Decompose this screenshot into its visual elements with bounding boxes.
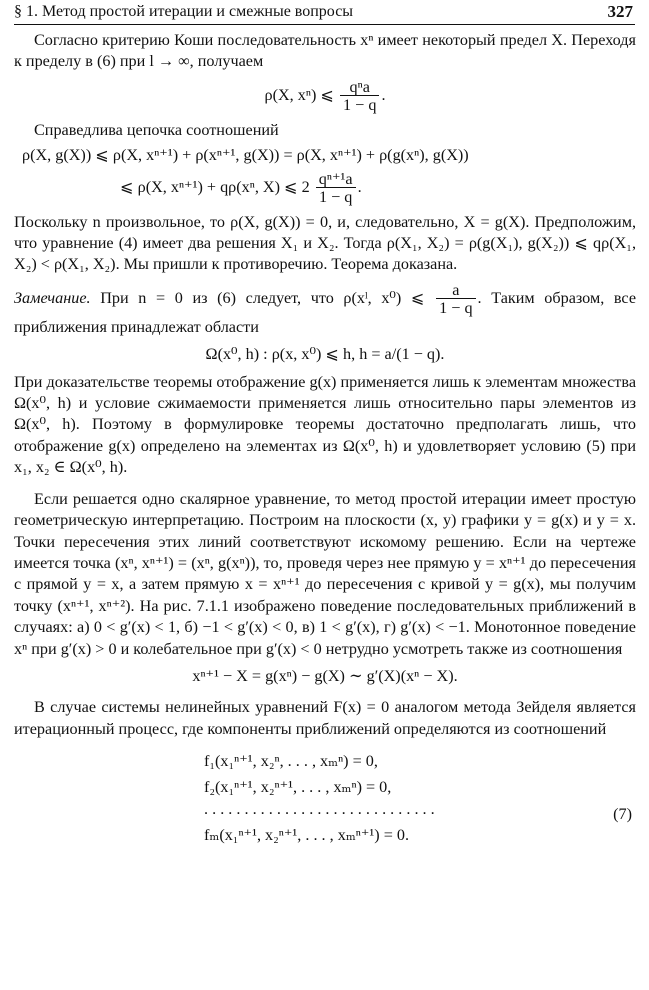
remark-denominator: 1 − q: [436, 298, 475, 317]
paragraph-mapping: При доказательстве теоремы отображение g(x) применяется лишь к элементам множества Ω(x⁰, h) и условие сжимаемости применяется лишь относительно пары элементов из Ω(x⁰, h). Поэтому в формулировке теоремы достаточно предполагать лишь, что отображение g(x) определено на элементах из Ω(x⁰, h) и удовлетворяет условию (5) при x₁, x₂ ∈ Ω(x⁰, h).: [14, 372, 636, 477]
page-number: 327: [607, 2, 633, 21]
system-dots: . . . . . . . . . . . . . . . . . . . . . . . . . . . . .: [204, 800, 435, 819]
eq2-fraction: [316, 171, 356, 206]
page-body: [14, 30, 636, 876]
eq1-lhs: ρ(X, xⁿ) ⩽: [264, 86, 334, 105]
paragraph-seidel: В случае системы нелинейных уравнений F(x) = 0 аналогом метода Зейделя является итерационный процесс, где компоненты приближений определяются из соотношений: [14, 698, 636, 738]
eq2-denominator: 1 − q: [316, 187, 356, 206]
section-title: § 1. Метод простой итерации и смежные вопросы: [14, 3, 354, 20]
running-header: [14, 2, 635, 25]
equation-chain-line1: ρ(X, g(X)) ⩽ ρ(X, xⁿ⁺¹) + ρ(xⁿ⁺¹, g(X)) = ρ(X, xⁿ⁺¹) + ρ(g(xⁿ), g(X)): [22, 146, 469, 165]
remark-text-b: . Таким образом, все приближения принадлежат области: [14, 289, 636, 336]
equation-error-relation: xⁿ⁺¹ − X = g(xⁿ) − g(X) ∼ g′(X)(xⁿ − X).: [192, 666, 458, 685]
system-label: (7): [613, 805, 632, 824]
equation-system: [14, 746, 636, 876]
remark-fraction: [436, 282, 475, 317]
eq1-fraction: [340, 79, 379, 114]
eq2-end: .: [357, 177, 362, 196]
system-line-2: f₂(x₁ⁿ⁺¹, x₂ⁿ⁺¹, . . . , xₘⁿ) = 0,: [204, 778, 392, 797]
equation-chain-line2: [120, 171, 636, 206]
system-line-4: fₘ(x₁ⁿ⁺¹, x₂ⁿ⁺¹, . . . , xₘⁿ⁺¹) = 0.: [204, 826, 410, 845]
eq2-numerator: qⁿ⁺¹a: [318, 169, 353, 188]
system-line-1: f₁(x₁ⁿ⁺¹, x₂ⁿ, . . . , xₘⁿ) = 0,: [204, 752, 378, 771]
remark-text-a: При n = 0 из (6) следует, что ρ(xˡ, x⁰) ⩽: [100, 289, 425, 308]
remark-label: Замечание.: [14, 289, 91, 308]
remark-numerator: a: [452, 280, 460, 299]
paragraph-cauchy: Согласно критерию Коши последовательность xⁿ имеет некоторый предел X. Переходя к пределу в (6) при l → ∞, получаем: [14, 31, 636, 71]
paragraph-geometric: Если решается одно скалярное уравнение, то метод простой итерации имеет простую геометрическую интерпретацию. Построим на плоскости (x, y) графики y = g(x) и y = x. Точки пересечения этих линий соответствуют искомому решению. Если на чертеже имеется точка (xⁿ, xⁿ⁺¹) = (xⁿ, g(xⁿ)), то, проведя через нее прямую y = xⁿ⁺¹ до пересечения с прямой y = x, а затем прямую x = xⁿ⁺¹ до пересечения с кривой y = g(x), мы получим точку (xⁿ⁺¹, xⁿ⁺²). На рис. 7.1.1 изображено поведение последовательных приближений в случаях: а) 0 < g′(x) < 1, б) −1 < g′(x) < 0, в) 1 < g′(x), г) g′(x) < −1. Монотонное поведение xⁿ при g′(x) > 0 и колебательное при g′(x) < 0 нетрудно усмотреть также из соотношения: [14, 489, 636, 658]
eq1-numerator: qⁿa: [349, 77, 370, 96]
paragraph-chain: Справедлива цепочка соотношений: [34, 120, 279, 139]
eq1-denominator: 1 − q: [340, 95, 379, 114]
equation-limit-estimate: [14, 79, 636, 114]
paragraph-remark: [14, 282, 636, 338]
eq2-line2-text: ⩽ ρ(X, xⁿ⁺¹) + qρ(xⁿ, X) ⩽ 2: [120, 177, 310, 196]
eq1-end: .: [381, 86, 386, 105]
paragraph-proof-end: Поскольку n произвольное, то ρ(X, g(X)) = 0, и, следовательно, X = g(X). Предположим, что уравнение (4) имеет два решения X₁ и X₂. Тогда ρ(X₁, X₂) = ρ(g(X₁), g(X₂)) ⩽ qρ(X₁, X₂) < ρ(X₁, X₂). Мы пришли к противоречию. Теорема доказана.: [14, 212, 636, 274]
equation-region: Ω(x⁰, h) : ρ(x, x⁰) ⩽ h, h = a/(1 − q).: [205, 345, 445, 364]
